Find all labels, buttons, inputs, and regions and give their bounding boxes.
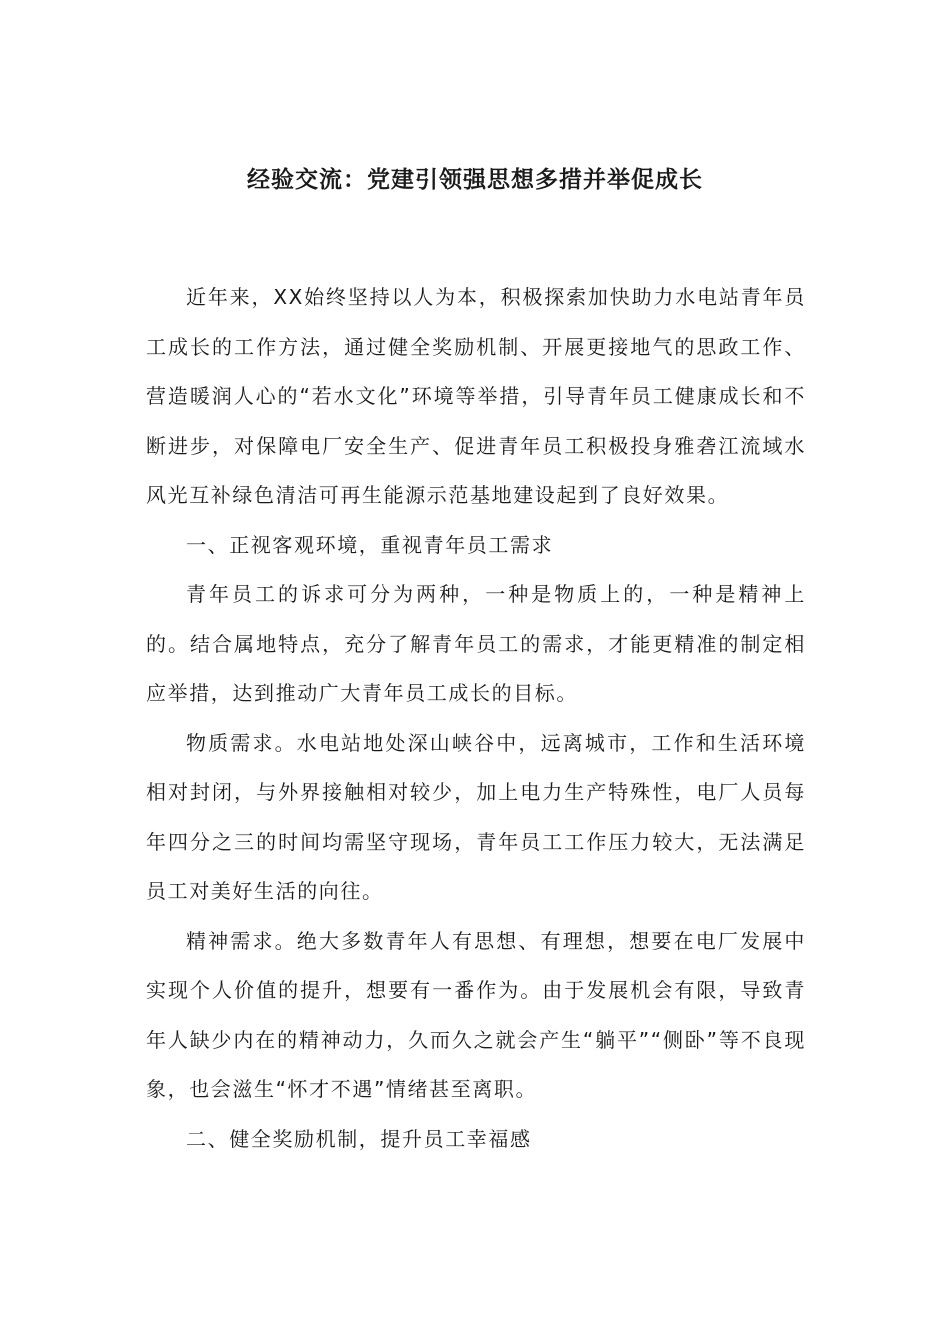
spiritual-needs-paragraph: 精神需求。绝大多数青年人有思想、有理想，想要在电厂发展中实现个人价值的提升，想要有一番作为。由于发展机会有限，导致青年人缺少内在的精神动力，久而久之就会产生“躺平”“侧卧”等不良现象，也会滋生“怀才不遇”情绪甚至离职。 — [146, 928, 806, 1101]
material-needs-paragraph: 物质需求。水电站地处深山峡谷中，远离城市，工作和生活环境相对封闭，与外界接触相对较少，加上电力生产特殊性，电厂人员每年四分之三的时间均需坚守现场，青年员工工作压力较大，无法满足员工对美好生活的向往。 — [146, 730, 806, 903]
intro-paragraph: 近年来，XX始终坚持以人为本，积极探索加快助力水电站青年员工成长的工作方法，通过健全奖励机制、开展更接地气的思政工作、营造暖润人心的“若水文化”环境等举措，引导青年员工健康成长和不断进步，对保障电厂安全生产、促进青年员工积极投身雅砻江流域水风光互补绿色清洁可再生能源示范基地建设起到了良好效果。 — [146, 285, 806, 507]
section-heading-2: 二、健全奖励机制，提升员工幸福感 — [186, 1126, 532, 1151]
document-body — [146, 273, 806, 1164]
section-heading-1: 一、正视客观环境，重视青年员工需求 — [186, 532, 554, 557]
document-title: 经验交流：党建引领强思想多措并举促成长 — [247, 167, 703, 193]
section-1-paragraph: 青年员工的诉求可分为两种，一种是物质上的，一种是精神上的。结合属地特点，充分了解青年员工的需求，才能更精准的制定相应举措，达到推动广大青年员工成长的目标。 — [146, 582, 806, 705]
